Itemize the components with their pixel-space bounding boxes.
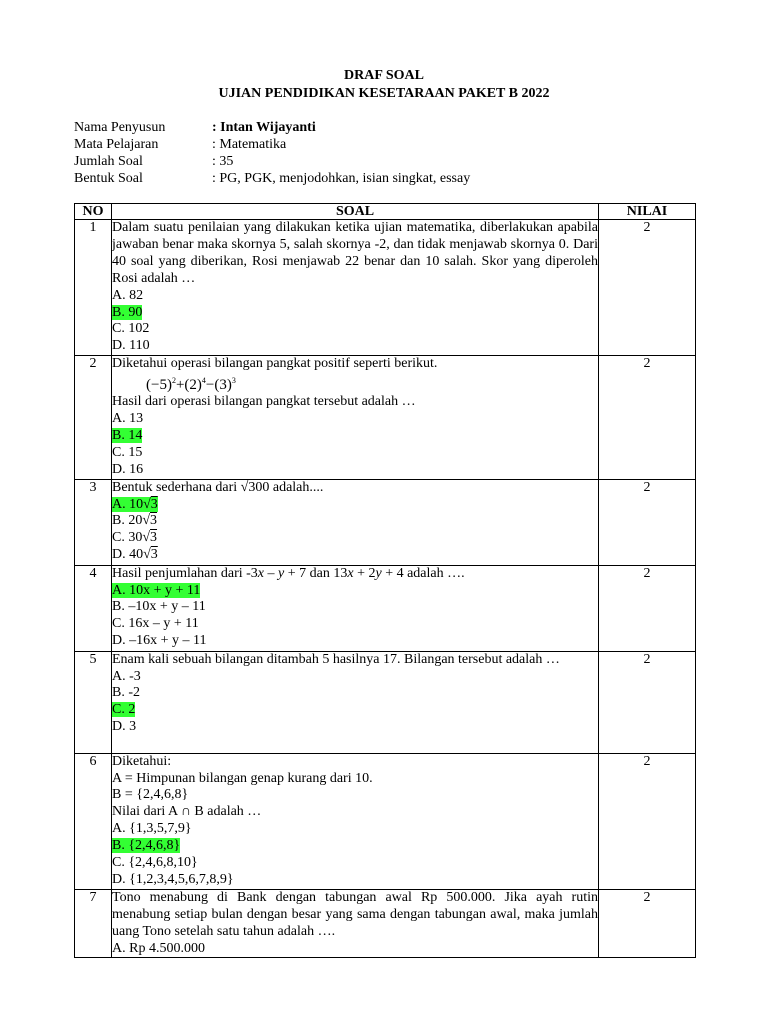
option-text: D. 40√ [112,547,151,563]
question-score: 2 [599,479,696,565]
radicand: 3 [150,496,158,512]
question-stem [112,566,598,583]
meta-label: Mata Pelajaran [74,137,159,152]
meta-label: Jumlah Soal [74,154,143,169]
option-d: D. 110 [112,338,150,354]
question-number: 2 [75,356,112,479]
variable-x: $\overline{x}$ [257,565,265,581]
option-text: A. 10√ [112,496,151,512]
meta-row-bentuk [74,170,470,187]
stem-text: adalah.... [269,479,324,495]
expr-term: (−5) [146,377,172,394]
question-stem: Diketahui operasi bilangan pangkat positif seperti berikut. [112,356,438,372]
document-title: DRAF SOAL [344,68,424,83]
expr-exponent: 3 [231,376,236,386]
table-row [75,356,696,479]
question-score: 2 [599,753,696,889]
question-cell [112,479,599,565]
meta-value: : 35 [212,154,234,169]
option-b: B. –10x + y – 11 [112,599,206,615]
question-table [74,203,696,958]
meta-value: : Matematika [212,137,287,152]
document-subtitle: UJIAN PENDIDIKAN KESETARAAN PAKET B 2022 [218,86,550,101]
answer-highlight: A. 10x + y + 11 [112,582,201,598]
option-c: C. {2,4,6,8,10} [112,855,198,871]
meta-row-mapel [74,136,470,153]
stem-text: Bentuk sederhana dari √ [112,479,249,495]
option-text: C. 30√ [112,530,151,546]
radicand: 300 [248,479,270,495]
option-b [112,513,598,530]
question-line: Diketahui: [112,753,172,769]
expr-exponent: 4 [201,376,206,386]
table-row [75,479,696,565]
table-header-row [75,204,696,220]
table-row [75,651,696,753]
answer-highlight: B. 90 [112,304,143,320]
answer-highlight: B. {2,4,6,8} [112,838,181,854]
table-row [75,565,696,651]
option-a: A. -3 [112,668,141,684]
expr-term: −(3) [205,377,232,394]
option-a [112,497,598,514]
meta-row-jumlah [74,153,470,170]
question-cell [112,356,599,479]
option-c: C. 15 [112,444,143,460]
answer-highlight: B. 14 [112,427,143,443]
question-number: 6 [75,753,112,889]
question-stem: Enam kali sebuah bilangan ditambah 5 hasilnya 17. Bilangan tersebut adalah … [112,651,560,667]
question-line: B = {2,4,6,8} [112,787,189,803]
stem-text: + 4 adalah …. [381,565,465,581]
option-a [112,583,598,600]
variable-y: $\overline{y}$ [278,565,285,581]
stem-text: + 7 dan 13 [284,565,348,581]
option-c [112,702,598,719]
question-cell [112,220,599,356]
option-a: A. {1,3,5,7,9} [112,821,192,837]
expr-exponent: 2 [171,376,176,386]
question-stem [112,480,598,497]
variable-x: $\overline{x}$ [347,565,354,581]
option-c: C. 102 [112,321,150,337]
question-score: 2 [599,889,696,958]
option-d [112,547,598,564]
answer-highlight: C. 2 [112,702,136,718]
option-d: D. 16 [112,461,144,477]
header-soal: SOAL [112,204,599,220]
table-row [75,753,696,889]
meta-value: : PG, PGK, menjodohkan, isian singkat, essay [212,171,471,186]
option-d: D. {1,2,3,4,5,6,7,8,9} [112,871,234,887]
radicand: 3 [150,547,158,563]
question-number: 1 [75,220,112,356]
option-d: D. 3 [112,719,137,735]
question-score: 2 [599,220,696,356]
question-number: 4 [75,565,112,651]
table-row [75,220,696,356]
option-text: B. 20√ [112,513,151,529]
option-b [112,838,598,855]
option-a: A. 82 [112,287,144,303]
meta-label: Nama Penyusun [74,120,166,135]
power-expression [112,373,598,394]
stem-text: – [264,565,279,581]
question-cell [112,753,599,889]
header-nilai: NILAI [599,204,696,220]
meta-block [74,119,470,187]
question-number: 3 [75,479,112,565]
question-line: Nilai dari A ∩ B adalah … [112,804,262,820]
option-a: A. Rp 4.500.000 [112,940,205,956]
option-d: D. –16x + y – 11 [112,633,207,649]
meta-value: : Intan Wijayanti [212,120,316,135]
table-row [75,889,696,958]
question-score: 2 [599,356,696,479]
question-stem: Dalam suatu penilaian yang dilakukan ketika ujian matematika, diberlakukan apabila jawaban benar maka skornya 5, salah skornya -2, dan tidak menjawab skornya 0. Dari 40 soal yang diberikan, Rosi menjawab 22 benar dan 10 salah. Skor yang diperoleh Rosi adalah … [112,220,598,286]
question-stem: Tono menabung di Bank dengan tabungan awal Rp 500.000. Jika ayah rutin menabung setiap bulan dengan besar yang sama dengan tabungan awal, maka jumlah uang Tono setelah satu tahun adalah …. [112,889,598,939]
question-cell [112,565,599,651]
stem-text: Hasil penjumlahan dari -3 [112,565,258,581]
answer-highlight [112,497,158,512]
option-b: B. -2 [112,685,140,701]
meta-label: Bentuk Soal [74,171,143,186]
option-c [112,530,598,547]
question-line: A = Himpunan bilangan genap kurang dari 10. [112,770,373,786]
option-b [112,428,598,445]
stem-text: + 2 [353,565,376,581]
option-b [112,305,598,322]
header-no: NO [75,204,112,220]
radicand: 3 [150,513,158,529]
question-score: 2 [599,565,696,651]
radicand: 3 [150,530,158,546]
question-score: 2 [599,651,696,753]
question-number: 7 [75,889,112,958]
question-cell [112,889,599,958]
question-prompt: Hasil dari operasi bilangan pangkat tersebut adalah … [112,394,416,410]
option-c: C. 16x – y + 11 [112,616,199,632]
variable-y: $\overline{y}$ [375,565,382,581]
expr-term: +(2) [175,377,202,394]
option-a: A. 13 [112,410,144,426]
question-number: 5 [75,651,112,753]
meta-row-penyusun [74,119,470,136]
question-cell [112,651,599,753]
